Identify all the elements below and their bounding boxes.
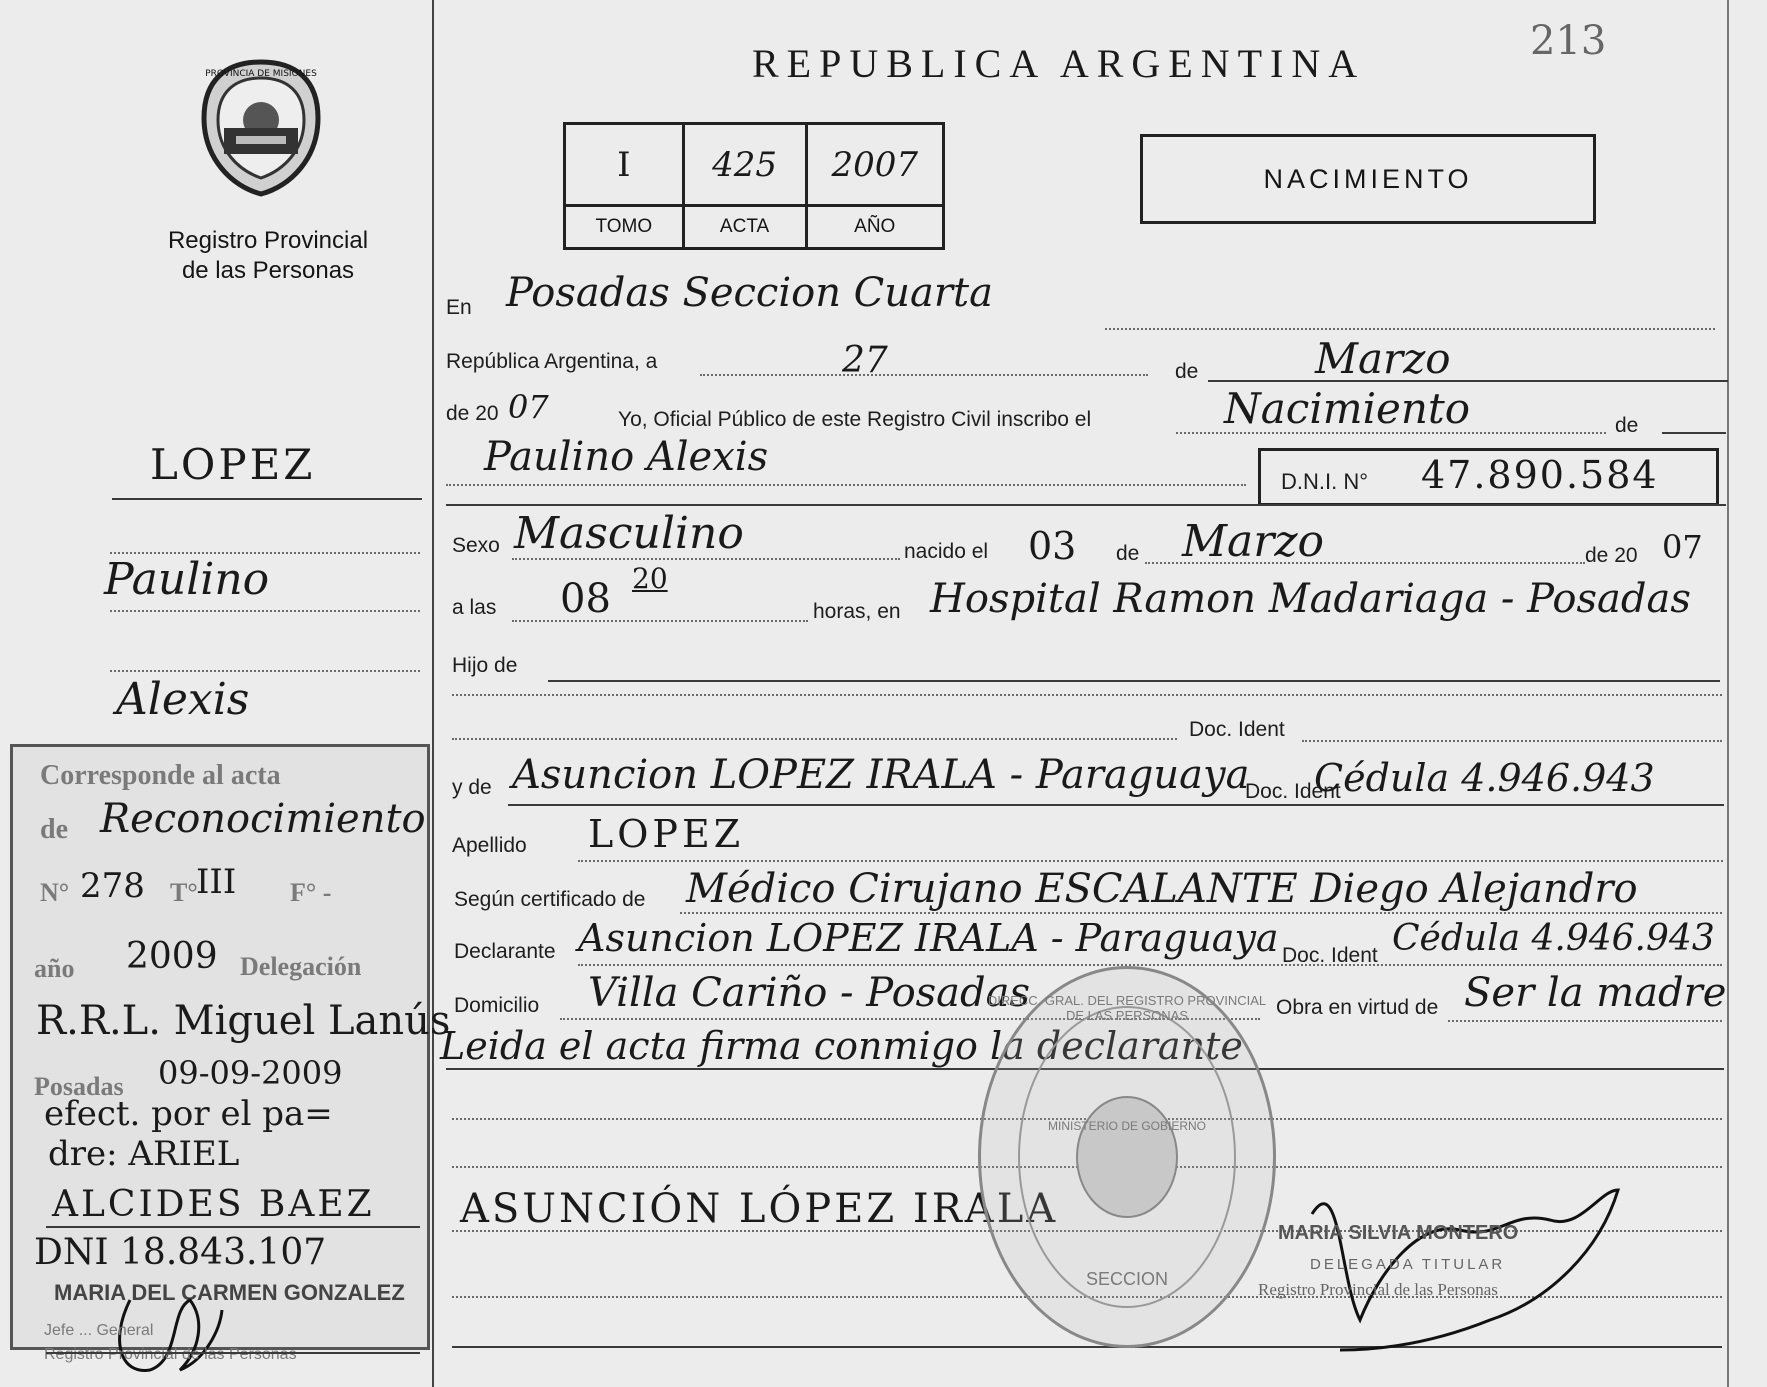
margin-line-4 bbox=[110, 670, 420, 672]
label-a-las: a las bbox=[452, 596, 497, 619]
label-de20: de 20 bbox=[446, 402, 499, 425]
acta-value: 425 bbox=[683, 124, 806, 206]
seal-center-text: MINISTERIO DE GOBIERNO bbox=[1047, 1119, 1206, 1133]
margin-note-4: DNI 18.843.107 bbox=[34, 1232, 327, 1273]
field-dia: 27 bbox=[842, 340, 888, 381]
label-de: de bbox=[1175, 360, 1199, 383]
margin-note-2: dre: ARIEL bbox=[48, 1134, 240, 1174]
field-nota: Leida el acta firma conmigo la declarante bbox=[440, 1024, 1243, 1068]
officer-name: MARIA SILVIA MONTERO bbox=[1278, 1222, 1519, 1244]
registry-oval-seal bbox=[978, 966, 1276, 1348]
line-obra bbox=[1448, 1020, 1722, 1022]
line-nacido-mes bbox=[1145, 562, 1585, 564]
field-obra: Ser la madre bbox=[1464, 970, 1727, 1016]
officer-org: Registro Provincial de las Personas bbox=[1258, 1280, 1498, 1299]
line-hijo bbox=[548, 680, 1720, 682]
stamp-deleg: Delegación bbox=[240, 952, 362, 981]
label-domicilio: Domicilio bbox=[454, 994, 540, 1017]
label-declarante: Declarante bbox=[454, 940, 556, 963]
stamp-num: 278 bbox=[80, 866, 145, 906]
label-de20-b: de 20 bbox=[1585, 544, 1638, 567]
line-doc-ident bbox=[1302, 740, 1722, 742]
margin-officer-title-1: Jefe ... General bbox=[44, 1322, 154, 1339]
field-madre: Asuncion LOPEZ IRALA - Paraguaya bbox=[512, 752, 1250, 798]
right-edge-line bbox=[1727, 0, 1729, 1387]
field-domicilio: Villa Cariño - Posadas bbox=[588, 970, 1031, 1016]
label-dni: D.N.I. N° bbox=[1281, 469, 1369, 494]
line-madre bbox=[508, 804, 1724, 806]
label-de-2: de bbox=[1116, 542, 1140, 565]
stamp-fecha: 09-09-2009 bbox=[158, 1054, 343, 1092]
field-apellido: LOPEZ bbox=[588, 812, 745, 856]
dni-box bbox=[1258, 448, 1719, 506]
line-certificado bbox=[680, 912, 1722, 914]
label-obra: Obra en virtud de bbox=[1276, 996, 1439, 1019]
ano-value: 2007 bbox=[806, 124, 943, 206]
label-sexo: Sexo bbox=[452, 534, 500, 557]
field-nombre: Paulino Alexis bbox=[484, 434, 769, 480]
label-republica: República Argentina, a bbox=[446, 350, 658, 373]
margin-line-5 bbox=[46, 1226, 420, 1228]
line-mes bbox=[1208, 380, 1728, 382]
stamp-rrl: R.R.L. Miguel Lanús bbox=[36, 998, 451, 1044]
margin-note-3: ALCIDES BAEZ bbox=[52, 1184, 375, 1225]
line-nombre bbox=[446, 484, 1246, 486]
label-hijo: Hijo de bbox=[452, 654, 518, 677]
field-madre-doc: Cédula 4.946.943 bbox=[1314, 756, 1655, 800]
field-lugar-nac: Hospital Ramon Madariaga - Posadas bbox=[930, 576, 1691, 622]
stamp-num-prefix: N° bbox=[40, 878, 70, 907]
field-tipo: Nacimiento bbox=[1224, 384, 1471, 433]
line-padre-doc bbox=[452, 738, 1177, 740]
line-apellido bbox=[578, 860, 1723, 862]
margin-officer-name: MARIA DEL CARMEN GONZALEZ bbox=[54, 1280, 405, 1305]
record-number-box bbox=[563, 122, 945, 250]
officer-title: DELEGADA TITULAR bbox=[1310, 1256, 1506, 1273]
ano-label: AÑO bbox=[806, 206, 943, 249]
line-sexo bbox=[512, 558, 900, 560]
line-dia bbox=[700, 374, 1148, 376]
declarant-signature: ASUNCIÓN LÓPEZ IRALA bbox=[460, 1186, 1059, 1232]
stamp-tipo: Reconocimiento bbox=[100, 796, 426, 842]
stamp-posadas: Posadas bbox=[34, 1072, 124, 1101]
margin-note-1: efect. por el pa= bbox=[44, 1094, 333, 1134]
act-type-box: NACIMIENTO bbox=[1140, 134, 1596, 224]
label-yo: Yo, Oficial Público de este Registro Civil inscribo el bbox=[618, 408, 1092, 431]
line-lugar bbox=[1105, 328, 1715, 330]
stamp-f: F° - bbox=[290, 878, 332, 907]
field-sexo: Masculino bbox=[514, 508, 744, 559]
field-nacido-dia: 03 bbox=[1028, 524, 1077, 568]
province-seal-logo bbox=[196, 58, 326, 198]
field-declarante-doc: Cédula 4.946.943 bbox=[1392, 918, 1715, 959]
label-apellido: Apellido bbox=[452, 834, 527, 857]
margin-divider bbox=[432, 0, 434, 1387]
seal-section-text: SECCION bbox=[1085, 1269, 1168, 1289]
stamp-line-1: Corresponde al acta bbox=[40, 760, 281, 791]
margin-line-3 bbox=[110, 610, 420, 612]
stamp-de: de bbox=[40, 814, 68, 845]
label-doc-ident-2: Doc. Ident bbox=[1245, 780, 1341, 803]
line-tipo bbox=[1176, 432, 1606, 434]
label-en: En bbox=[446, 296, 472, 319]
tomo-label: TOMO bbox=[565, 206, 684, 249]
stamp-t-prefix: T° bbox=[170, 878, 198, 907]
page-number: 213 bbox=[1530, 18, 1607, 64]
stamp-t: III bbox=[196, 862, 237, 902]
field-mes: Marzo bbox=[1315, 334, 1451, 383]
margin-line-1 bbox=[112, 498, 422, 500]
registry-line-1: Registro Provincial bbox=[167, 227, 369, 254]
field-dni: 47.890.584 bbox=[1421, 453, 1659, 497]
label-segun: Según certificado de bbox=[454, 888, 646, 911]
field-nacido-mes: Marzo bbox=[1182, 516, 1324, 567]
margin-line-6 bbox=[46, 1352, 420, 1354]
margin-nombre-2: Alexis bbox=[116, 674, 250, 725]
stamp-ano-prefix: año bbox=[34, 954, 75, 983]
registry-line-2: de las Personas bbox=[181, 257, 355, 284]
margin-nombre-1: Paulino bbox=[104, 554, 270, 605]
stamp-ano: 2009 bbox=[126, 936, 218, 977]
label-doc-ident-3: Doc. Ident bbox=[1282, 944, 1378, 967]
tomo-value: I bbox=[565, 124, 684, 206]
label-doc-ident: Doc. Ident bbox=[1189, 718, 1285, 741]
field-nacido-anio: 07 bbox=[1662, 528, 1703, 566]
margin-officer-title-2: Registro Provincial de las Personas bbox=[44, 1346, 297, 1363]
line-declarante bbox=[578, 964, 1722, 966]
field-certificado: Médico Cirujano ESCALANTE Diego Alejandro bbox=[686, 866, 1638, 912]
field-declarante: Asuncion LOPEZ IRALA - Paraguaya bbox=[578, 916, 1279, 960]
field-minutos: 20 bbox=[632, 562, 668, 595]
registry-name bbox=[128, 226, 408, 286]
field-hora: 08 bbox=[560, 576, 611, 622]
line-hijo-2 bbox=[452, 694, 1722, 696]
field-anio-suffix: 07 bbox=[508, 388, 549, 426]
line-hora bbox=[512, 620, 808, 622]
seal-ring-text: DIRECC. GRAL. DEL REGISTRO PROVINCIAL DE LAS PERSONAS bbox=[987, 993, 1267, 1023]
label-horas: horas, en bbox=[813, 600, 901, 623]
svg-text:PROVINCIA DE MISIONES: PROVINCIA DE MISIONES bbox=[205, 69, 317, 79]
line-de-end bbox=[1662, 432, 1726, 434]
label-de-end: de bbox=[1615, 414, 1639, 437]
label-y-de: y de bbox=[452, 776, 492, 799]
margin-apellido: LOPEZ bbox=[150, 440, 316, 489]
country-title: REPUBLICA ARGENTINA bbox=[752, 41, 1366, 86]
line-separator bbox=[446, 504, 1726, 506]
field-lugar: Posadas Seccion Cuarta bbox=[506, 270, 993, 316]
label-nacido: nacido el bbox=[904, 540, 989, 563]
acta-label: ACTA bbox=[683, 206, 806, 249]
